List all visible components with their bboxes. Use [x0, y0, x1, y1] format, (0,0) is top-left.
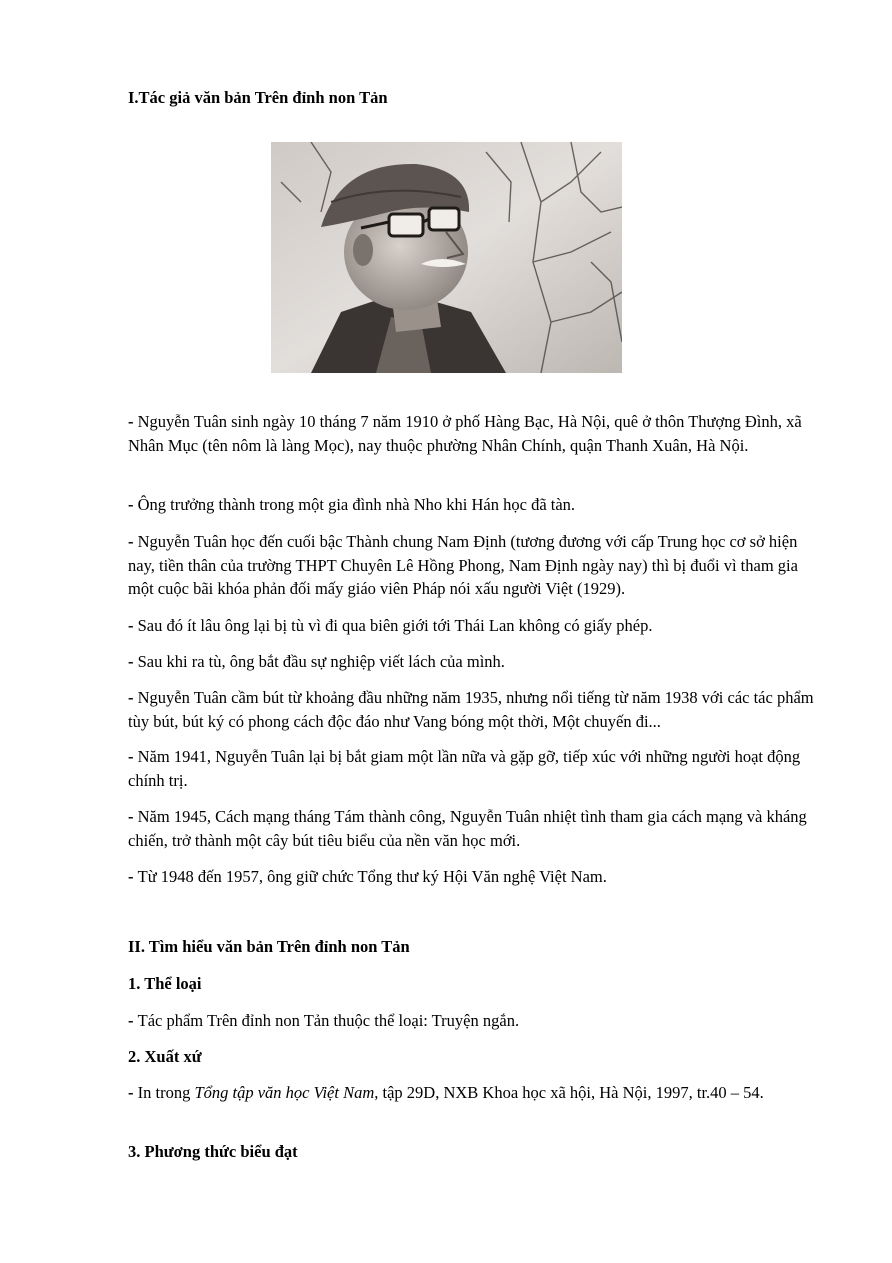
origin-suffix: , tập 29D, NXB Khoa học xã hội, Hà Nội, 1997, tr.40 – 54.: [374, 1083, 764, 1102]
bullet-marker: -: [128, 412, 138, 431]
bullet-marker: -: [128, 867, 138, 886]
origin-book-title: Tổng tập văn học Việt Nam: [194, 1083, 375, 1102]
origin-text: [128, 1081, 818, 1105]
bullet-marker: -: [128, 616, 138, 635]
author-bullet: [128, 530, 818, 601]
bullet-marker: -: [128, 495, 138, 514]
bullet-marker: -: [128, 747, 138, 766]
subsection-mode-title: 3. Phương thức biểu đạt: [128, 1142, 298, 1161]
origin-prefix: In trong: [137, 1083, 195, 1102]
author-bullet: [128, 686, 818, 733]
section-2-title: II. Tìm hiểu văn bản Trên đỉnh non Tản: [128, 937, 410, 956]
section-1-title: I.Tác giả văn bản Trên đỉnh non Tản: [128, 88, 388, 107]
bullet-marker: -: [128, 652, 138, 671]
bullet-text: Nguyễn Tuân cầm bút từ khoảng đầu những năm 1935, nhưng nổi tiếng từ năm 1938 với các tác phẩm tùy bút, bút ký có phong cách độc đáo như Vang bóng một thời, Một chuyến đi...: [128, 688, 814, 731]
author-bullet: [128, 410, 818, 457]
bullet-text: Nguyễn Tuân sinh ngày 10 tháng 7 năm 1910 ở phố Hàng Bạc, Hà Nội, quê ở thôn Thượng Đình, xã Nhân Mục (tên nôm là làng Mọc), nay thuộc phường Nhân Chính, quận Thanh Xuân, Hà Nội.: [128, 412, 802, 455]
author-bullet: [128, 745, 818, 792]
bullet-text: Năm 1941, Nguyễn Tuân lại bị bắt giam một lần nữa và gặp gỡ, tiếp xúc với những người hoạt động chính trị.: [128, 747, 801, 790]
bullet-text: Từ 1948 đến 1957, ông giữ chức Tổng thư ký Hội Văn nghệ Việt Nam.: [137, 867, 607, 886]
bullet-marker: -: [128, 688, 138, 707]
author-bullet: [128, 493, 818, 517]
author-bullet: [128, 614, 818, 638]
author-bullet: [128, 865, 818, 889]
bullet-marker: -: [128, 532, 138, 551]
bullet-marker: -: [128, 807, 138, 826]
genre-value: Tác phẩm Trên đỉnh non Tản thuộc thể loại: Truyện ngắn.: [137, 1011, 520, 1030]
bullet-text: Nguyễn Tuân học đến cuối bậc Thành chung Nam Định (tương đương với cấp Trung học cơ sở hiện nay, tiền thân của trường THPT Chuyên Lê Hồng Phong, Nam Định ngày nay) thì bị đuổi vì tham gia một cuộc bãi khóa phản đối mấy giáo viên Pháp nói xấu người Việt (1929).: [128, 532, 798, 598]
author-bullet: [128, 650, 818, 674]
bullet-marker: -: [128, 1011, 138, 1030]
bullet-text: Sau đó ít lâu ông lại bị tù vì đi qua biên giới tới Thái Lan không có giấy phép.: [137, 616, 653, 635]
author-bullet: [128, 805, 818, 852]
subsection-genre-title: 1. Thể loại: [128, 974, 202, 993]
bullet-text: Ông trưởng thành trong một gia đình nhà Nho khi Hán học đã tàn.: [137, 495, 576, 514]
bullet-text: Năm 1945, Cách mạng tháng Tám thành công, Nguyễn Tuân nhiệt tình tham gia cách mạng và kháng chiến, trở thành một cây bút tiêu biểu của nền văn học mới.: [128, 807, 807, 850]
subsection-origin-title: 2. Xuất xứ: [128, 1047, 202, 1066]
genre-text: [128, 1009, 818, 1033]
bullet-marker: -: [128, 1083, 138, 1102]
bullet-text: Sau khi ra tù, ông bắt đầu sự nghiệp viết lách của mình.: [137, 652, 505, 671]
portrait-photo-icon: [271, 142, 622, 373]
